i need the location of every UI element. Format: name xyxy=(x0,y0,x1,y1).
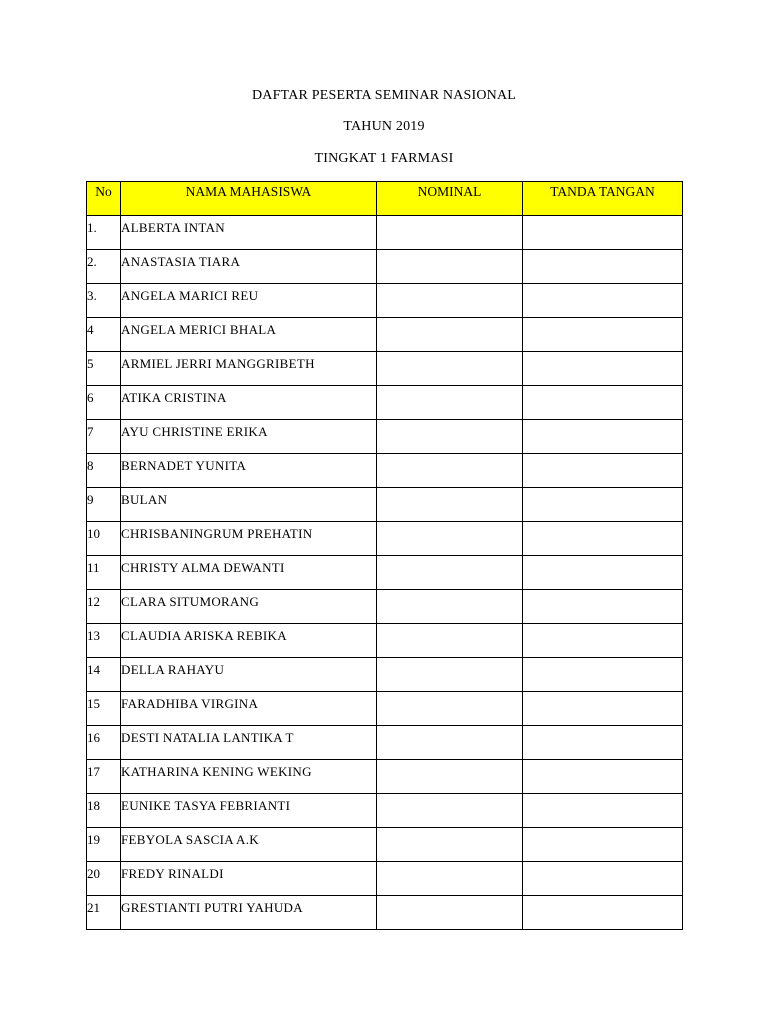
row-number: 5 xyxy=(87,352,121,386)
student-name: ANASTASIA TIARA xyxy=(121,250,377,284)
signature-cell[interactable] xyxy=(523,556,683,590)
student-name: ARMIEL JERRI MANGGRIBETH xyxy=(121,352,377,386)
signature-cell[interactable] xyxy=(523,488,683,522)
student-name: CHRISBANINGRUM PREHATIN xyxy=(121,522,377,556)
student-name: ANGELA MERICI BHALA xyxy=(121,318,377,352)
nominal-cell[interactable] xyxy=(377,828,523,862)
nominal-cell[interactable] xyxy=(377,420,523,454)
participant-table xyxy=(86,181,683,930)
row-number: 21 xyxy=(87,896,121,930)
row-number: 20 xyxy=(87,862,121,896)
table-row xyxy=(87,590,683,624)
signature-cell[interactable] xyxy=(523,794,683,828)
student-name: CLAUDIA ARISKA REBIKA xyxy=(121,624,377,658)
row-number: 3. xyxy=(87,284,121,318)
document-year: TAHUN 2019 xyxy=(343,119,425,134)
student-name: DELLA RAHAYU xyxy=(121,658,377,692)
table-row xyxy=(87,828,683,862)
document-title: DAFTAR PESERTA SEMINAR NASIONAL xyxy=(251,88,517,103)
column-header-signature: TANDA TANGAN xyxy=(523,182,683,216)
table-row xyxy=(87,624,683,658)
nominal-cell[interactable] xyxy=(377,862,523,896)
nominal-cell[interactable] xyxy=(377,658,523,692)
table-row xyxy=(87,284,683,318)
table-row xyxy=(87,420,683,454)
student-name: ALBERTA INTAN xyxy=(121,216,377,250)
column-header-nominal: NOMINAL xyxy=(377,182,523,216)
signature-cell[interactable] xyxy=(523,216,683,250)
row-number: 14 xyxy=(87,658,121,692)
nominal-cell[interactable] xyxy=(377,760,523,794)
table-row xyxy=(87,352,683,386)
student-name: KATHARINA KENING WEKING xyxy=(121,760,377,794)
nominal-cell[interactable] xyxy=(377,556,523,590)
row-number: 7 xyxy=(87,420,121,454)
column-header-name: NAMA MAHASISWA xyxy=(121,182,377,216)
table-row xyxy=(87,726,683,760)
nominal-cell[interactable] xyxy=(377,488,523,522)
nominal-cell[interactable] xyxy=(377,318,523,352)
row-number: 9 xyxy=(87,488,121,522)
signature-cell[interactable] xyxy=(523,760,683,794)
nominal-cell[interactable] xyxy=(377,250,523,284)
student-name: FARADHIBA VIRGINA xyxy=(121,692,377,726)
student-name: FREDY RINALDI xyxy=(121,862,377,896)
row-number: 10 xyxy=(87,522,121,556)
row-number: 16 xyxy=(87,726,121,760)
signature-cell[interactable] xyxy=(523,420,683,454)
row-number: 4 xyxy=(87,318,121,352)
signature-cell[interactable] xyxy=(523,862,683,896)
nominal-cell[interactable] xyxy=(377,284,523,318)
table-row xyxy=(87,250,683,284)
row-number: 15 xyxy=(87,692,121,726)
signature-cell[interactable] xyxy=(523,658,683,692)
document-level: TINGKAT 1 FARMASI xyxy=(314,151,454,166)
row-number: 2. xyxy=(87,250,121,284)
table-row xyxy=(87,658,683,692)
nominal-cell[interactable] xyxy=(377,624,523,658)
row-number: 18 xyxy=(87,794,121,828)
signature-cell[interactable] xyxy=(523,284,683,318)
signature-cell[interactable] xyxy=(523,692,683,726)
signature-cell[interactable] xyxy=(523,522,683,556)
row-number: 1. xyxy=(87,216,121,250)
nominal-cell[interactable] xyxy=(377,454,523,488)
nominal-cell[interactable] xyxy=(377,726,523,760)
row-number: 12 xyxy=(87,590,121,624)
table-row xyxy=(87,896,683,930)
table-row xyxy=(87,692,683,726)
student-name: DESTI NATALIA LANTIKA T xyxy=(121,726,377,760)
student-name: AYU CHRISTINE ERIKA xyxy=(121,420,377,454)
table-row xyxy=(87,862,683,896)
row-number: 8 xyxy=(87,454,121,488)
signature-cell[interactable] xyxy=(523,386,683,420)
signature-cell[interactable] xyxy=(523,352,683,386)
table-row xyxy=(87,386,683,420)
signature-cell[interactable] xyxy=(523,250,683,284)
nominal-cell[interactable] xyxy=(377,522,523,556)
table-row xyxy=(87,454,683,488)
signature-cell[interactable] xyxy=(523,454,683,488)
student-name: ATIKA CRISTINA xyxy=(121,386,377,420)
table-row xyxy=(87,318,683,352)
table-row xyxy=(87,216,683,250)
table-row xyxy=(87,556,683,590)
row-number: 17 xyxy=(87,760,121,794)
table-row xyxy=(87,522,683,556)
signature-cell[interactable] xyxy=(523,624,683,658)
column-header-no: No xyxy=(87,182,121,216)
nominal-cell[interactable] xyxy=(377,352,523,386)
nominal-cell[interactable] xyxy=(377,216,523,250)
row-number: 13 xyxy=(87,624,121,658)
signature-cell[interactable] xyxy=(523,828,683,862)
student-name: FEBYOLA SASCIA A.K xyxy=(121,828,377,862)
nominal-cell[interactable] xyxy=(377,386,523,420)
student-name: GRESTIANTI PUTRI YAHUDA xyxy=(121,896,377,930)
signature-cell[interactable] xyxy=(523,896,683,930)
nominal-cell[interactable] xyxy=(377,590,523,624)
table-row xyxy=(87,794,683,828)
row-number: 11 xyxy=(87,556,121,590)
student-name: CLARA SITUMORANG xyxy=(121,590,377,624)
table-row xyxy=(87,760,683,794)
table-body xyxy=(87,216,683,930)
signature-cell[interactable] xyxy=(523,590,683,624)
nominal-cell[interactable] xyxy=(377,896,523,930)
student-name: ANGELA MARICI REU xyxy=(121,284,377,318)
signature-cell[interactable] xyxy=(523,318,683,352)
row-number: 19 xyxy=(87,828,121,862)
row-number: 6 xyxy=(87,386,121,420)
table-header-row xyxy=(87,182,683,216)
nominal-cell[interactable] xyxy=(377,692,523,726)
nominal-cell[interactable] xyxy=(377,794,523,828)
signature-cell[interactable] xyxy=(523,726,683,760)
student-name: EUNIKE TASYA FEBRIANTI xyxy=(121,794,377,828)
student-name: BERNADET YUNITA xyxy=(121,454,377,488)
table-row xyxy=(87,488,683,522)
student-name: CHRISTY ALMA DEWANTI xyxy=(121,556,377,590)
student-name: BULAN xyxy=(121,488,377,522)
